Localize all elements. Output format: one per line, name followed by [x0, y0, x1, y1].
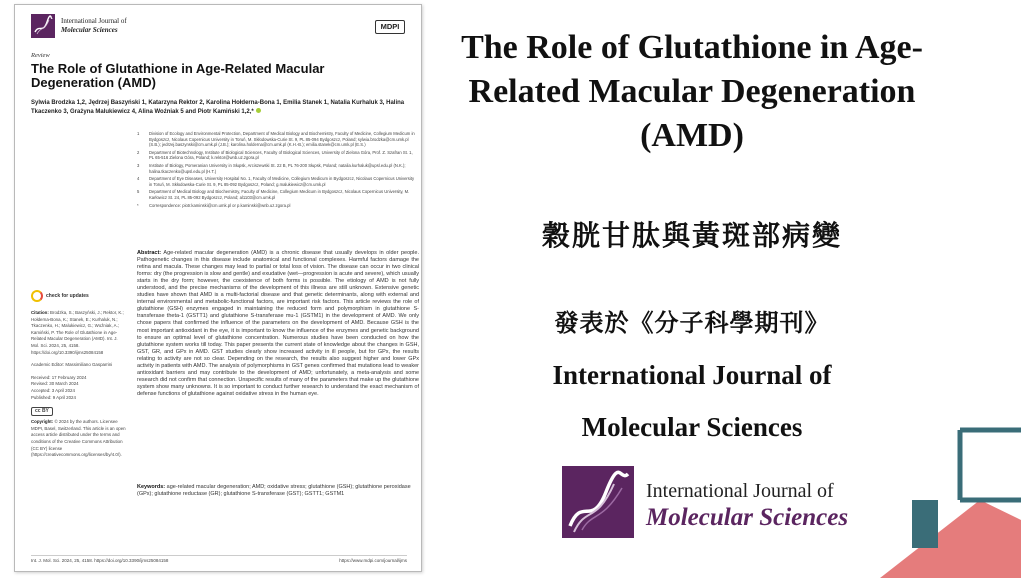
citation-text: Brodzka, S.; Baszyński, J.; Rektor, K.; Hołderna-Bona, K.; Stanek, E.; Kurhaluk, N.; Tkaczenko, H.; Malukiewicz, G.; Woźniak, A.; Kamiński, P. The Role of Glutathione in Age-Related Macular Degeneration (AMD). Int. J. Mol. Sci. 2024, 25, 4158. https://doi.org/10.3390/ijms25084158 — [31, 310, 124, 355]
teal-bar-shape — [912, 500, 938, 548]
paper-journal-line2: Molecular Sciences — [61, 25, 118, 34]
affiliation-text: Department of Biotechnology, Institute of Biological Sciences, Faculty of Biological Sciences, University of Zielona Góra, Prof. Z. Szafran St. 1, PL 65-516 Zielona Góra, Poland; k.rektor@wnb.uz.zgora.pl — [149, 149, 413, 161]
authors-text: Sylwia Brodzka 1,2, Jędrzej Baszyński 1, Katarzyna Rektor 2, Karolina Hołderna-Bona 1, Emilia Stanek 1, Natalia Kurhaluk 3, Halina Tkaczenko 3, Grażyna Malukiewicz 4, Alina Woźniak 5 and Piotr Kamiński 1,2,* — [31, 100, 405, 115]
chinese-title: 穀胱甘肽與黃斑部病變 — [541, 219, 842, 252]
paper-authors — [31, 99, 415, 116]
keywords-label: Keywords: — [137, 484, 166, 490]
affiliation-text: Department of Eye Diseases, University Hospital No. 1, Faculty of Medicine, Collegium Medicum in Bydgoszcz, Nicolaus Copernicus University in Toruń, M. Skłodowska-Curie St. 9, PL 85-092 Bydgoszcz, Poland; g.malukiewicz@cm.umk.pl — [149, 176, 415, 187]
citation-block — [31, 310, 127, 356]
journal-logo — [562, 466, 902, 538]
keywords-text: age-related macular degeneration; AMD; oxidative stress; glutathione (GSH); glutathione peroxidase (GPx); glutathione reductase (GR); glutathione S-transferase (GST); GSTT1; GSTM1 — [137, 484, 411, 498]
editor-label: Academic Editor: — [31, 362, 65, 368]
cc-license-icon: cc BY — [31, 407, 53, 416]
footer-citation: Int. J. Mol. Sci. 2024, 25, 4158. https://doi.org/10.3390/ijms25084158 — [31, 558, 169, 563]
affiliation-text: Department of Medical Biology and Biochemistry, Faculty of Medicine, Collegium Medicum in Bydgoszcz, Nicolaus Copernicus University, M. Karłowicz St. 24, PL 85-092 Bydgoszcz, Poland; al1103@cm.umk.pl — [149, 189, 410, 200]
affiliation-number: 4 — [137, 176, 140, 182]
chinese-published-in: 發表於《分子科學期刊》 — [554, 309, 830, 337]
copyright-text: © 2024 by the authors. Licensee MDPI, Basel, Switzerland. This article is an open access article distributed under the terms and conditions of the Creative Commons Attribution (CC BY) license (https://creativecommons.org/licenses/by/4.0/). — [31, 419, 126, 458]
affiliation-number: 5 — [137, 189, 140, 195]
abstract-label: Abstract: — [137, 250, 162, 256]
logo-text-line2: Molecular Sciences — [646, 504, 849, 531]
dates-block — [31, 375, 127, 401]
teal-frame-shape — [960, 430, 1021, 500]
logo-text-line1: International Journal of — [646, 480, 834, 502]
affiliation-text: Correspondence: piotr.kaminski@cm.umk.pl or p.kaminski@wnb.uz.zgora.pl — [149, 202, 291, 208]
paper-journal-name — [61, 17, 127, 34]
affiliation-item — [137, 176, 417, 187]
affiliation-text: Division of Ecology and Environmental Protection, Department of Medical Biology and Biochemistry, Faculty of Medicine, Collegium Medicum in Bydgoszcz, Nicolaus Copernicus University in Toruń, M. Skłodowska-Curie St. 9, PL 85-094 Bydgoszcz, Poland; sylwia.brodzka@cm.umk.pl (S.B.); jedrzej.baszynski@cm.umk.pl (J.B.); karolina.holderna@cm.umk.pl (K.H.-B.); emilia.stanek@cm.umk.pl (E.S.) — [149, 131, 415, 148]
paper-title: The Role of Glutathione in Age-Related Macular Degeneration (AMD) — [31, 61, 325, 90]
affiliation-text: Institute of Biology, Pomeranian University in Słupsk, Arciszewski St. 22 B, PL 76-200 Słupsk, Poland; natalia.kurhaluk@upsl.edu.pl (N.K.); halina.tkaczenko@upsl.edu.pl (H.T.) — [149, 162, 406, 174]
mdpi-logo: MDPI — [375, 20, 405, 34]
footer-journal-url[interactable]: https://www.mdpi.com/journal/ijms — [339, 558, 407, 563]
check-updates-label: check for updates — [46, 293, 89, 299]
date-accepted: Accepted: 3 April 2024 — [31, 387, 75, 393]
editor-block — [31, 362, 127, 369]
journal-name-line1: International Journal of — [552, 360, 832, 390]
journal-name-line2: Molecular Sciences — [581, 412, 803, 442]
citation-label: Citation: — [31, 310, 49, 315]
affiliation-number: 1 — [137, 131, 140, 136]
article-type: Review — [31, 52, 50, 59]
affiliation-item — [137, 203, 417, 209]
paper-page — [14, 4, 422, 572]
paper-journal-line1: International Journal of — [61, 17, 127, 25]
copyright-block — [31, 419, 127, 459]
date-published: Published: 9 April 2024 — [31, 394, 76, 400]
journal-logo-mark-icon — [562, 466, 634, 538]
editor-name: Massimiliano Gasparrini — [65, 362, 113, 368]
orcid-icon — [256, 108, 261, 113]
keywords — [137, 484, 419, 498]
affiliation-number: * — [137, 202, 139, 208]
affiliation-item — [137, 189, 417, 200]
date-received: Received: 17 February 2024 — [31, 374, 87, 380]
affiliation-item — [137, 150, 417, 161]
journal-logo-icon — [31, 14, 55, 38]
abstract — [137, 250, 419, 398]
affiliation-item — [137, 131, 417, 148]
check-updates-icon — [31, 290, 43, 302]
abstract-text: Age-related macular degeneration (AMD) is a chronic disease that usually develops in older people. Pathogenetic changes in this disease include anatomical and functional complexes. Harmful factors damage the retina and macula. These changes may lead to partial or total loss of vision. The disease can occur in two clinical forms: dry (the progression is slow and gentle) and exudative (wet—progression is acute and severe), which usually starts in the dry form; however, the coexistence of both forms is possible. The etiology of AMD is not fully understood, and the precise mechanisms of the development of this illness are still unknown. Extensive genetic studies have shown that AMD is a multi-factorial disease and that genetic determinants, along with external and internal environmental and metabolic-functional factors, are important risk factors. This article reviews the role of glutathione (GSH) enzymes engaged in maintaining the reduced form and polymorphism in glutathione S-transferase theta-1 (GSTT1) and glutathione S-transferase mu-1 (GSTM1) in the development of AMD. We only chose papers that confirmed the influence of the parameters on the development of AMD. Because GSH is the most important antioxidant in the eye, it is important to know the influence of the enzymes and genetic background to ensure an optimal level of glutathione concentration. Numerous studies have been conducted on how the glutathione system works till today. This paper presents the current state of knowledge about the changes in GSH, GST, GR, and GPx in AMD. GST studies clearly show increased activity in ill people, but for GPx, the results relating to activity are not so clear. Depending on the research, the results also suggest higher and lower GPx activity in patients with AMD. The analysis of polymorphisms in GST genes confirmed that mutations lead to weaker antioxidant barriers and may contribute to the development of AMD; unfortunately, a meta-analysis and some research did not confirm that connection. Unspecific results of many of the parameters that make up the glutathione system show many unknowns. It is so important to conduct further research to understand the exact mechanism of defense functions of glutathione against oxidative stress in the human eye. — [137, 250, 419, 397]
copyright-label: Copyright: — [31, 419, 54, 425]
paper-sidebar — [31, 290, 127, 465]
affiliations-list — [137, 131, 417, 210]
affiliation-item — [137, 163, 417, 174]
date-revised: Revised: 30 March 2024 — [31, 381, 79, 387]
slide-title: The Role of Glutathione in Age-Related Macular Degeneration (AMD) — [461, 29, 923, 154]
affiliation-number: 2 — [137, 149, 140, 155]
affiliation-number: 3 — [137, 162, 140, 168]
paper-header — [31, 14, 407, 40]
paper-footer — [31, 555, 407, 563]
check-updates-badge[interactable] — [31, 290, 127, 302]
